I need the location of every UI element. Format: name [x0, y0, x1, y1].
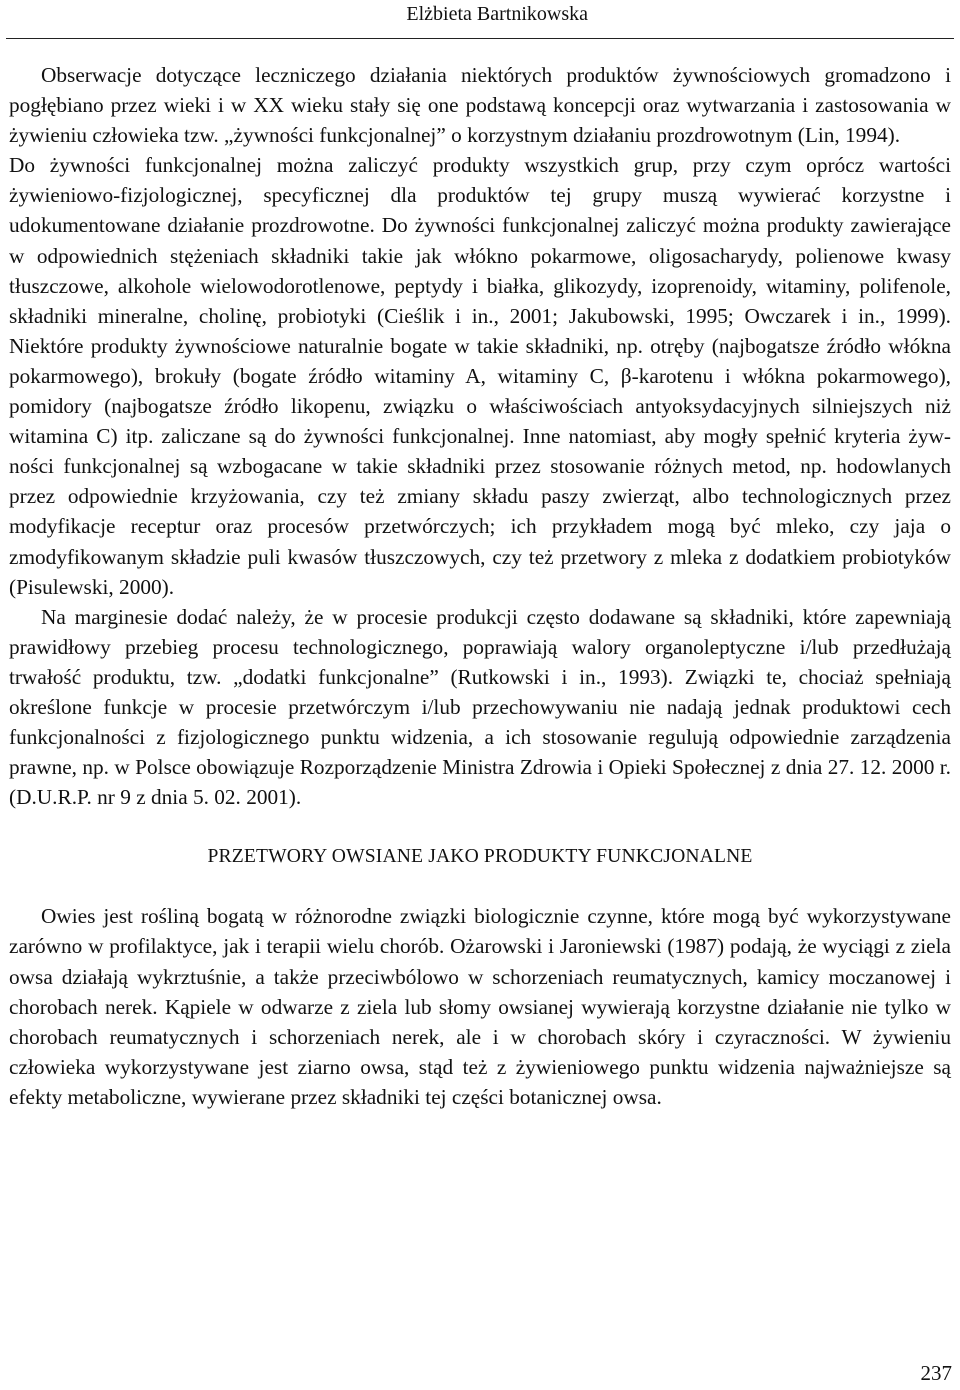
page-number: 237: [920, 1361, 952, 1385]
paragraph-intro-sentence-1: Obserwacje dotyczące leczniczego działania niektórych produktów żywnościowych gromadzono i pogłębiano przez wieki i w XX wieku stały się one podstawą koncepcji oraz wytwarzania i zastosowania w żywieniu człowieka tzw. „żywności funkcjonalnej” o korzystnym działaniu prozdrowotnym (Lin, 1994).: [9, 63, 951, 148]
paragraph-oats: Owies jest rośliną bogatą w różnorodne związki biologicznie czynne, które mogą być wykorzystywane zarówno w profilaktyce, jak i terapii wielu chorób. Ożarowski i Jaroniewski (1987) podają, że wyciągi z ziela owsa działają wykrztuśnie, a także przeciwbólowo w schorzeniach reumatycznych, kamicy moczanowej i chorobach nerek. Kąpiele w odwarze z ziela lub słomy owsianej wywierają korzystne działanie nie tylko w chorobach reumatycznych i schorzeniach nerek, ale i w chorobach skóry i czyraczności. W żywieniu człowieka wykorzystywane jest ziarno owsa, stąd też z żywieniowego punktu widzenia najważniejsze są efekty metaboliczne, wywierane przez składniki tej części botanicznej owsa.: [9, 904, 951, 1109]
running-head-author: Elżbieta Bartnikowska: [406, 3, 588, 25]
header-rule: [6, 38, 954, 39]
paragraph-functional-additives: Na marginesie dodać należy, że w procesie produkcji często dodawane są składniki, które zapewniają prawidłowy przebieg procesu technologicznego, poprawiają walory organoleptyczne i/lub przedłużają trwałość produktu, tzw. „dodatki funkcjonalne” (Rutkowski i in., 1993). Związki te, chociaż spełniają określone funkcje w procesie przetwórczym i/lub przechowywaniu nie nadają jednak produktowi cech funkcjonalności z fizjologicznego punktu widzenia, a ich stosowanie regulują odpowiednie zarządzenia prawne, np. w Polsce obowiązuje Rozporządzenie Ministra Zdrowia i Opieki Społecznej z dnia 27. 12. 2000 r. (D.U.R.P. nr 9 z dnia 5. 02. 2001).: [9, 604, 951, 810]
paragraph-intro-sentence-2: Do żywności funkcjonalnej można zaliczyć produkty wszystkich grup, przy czym oprócz wartości żywieniowo-fizjologicznej, specyficznej dla produktów tej grupy muszą wywierać korzystne i udokumentowane działanie prozdrowotne.: [9, 153, 951, 238]
paragraph-intro: [9, 60, 951, 602]
paragraph-intro-sentence-3: Do żywności funkcjonalnej zaliczyć można produkty zawierające w odpowiednich stężeniach składniki takie jak włókno pokarmowe, oligosacharydy, polienowe kwasy tłuszczowe, alkohole wielowodorotlenowe, peptydy i białka, glikozydy, izoprenoidy, witaminy, polifenole, składniki mineralne, cholinę, probiotyki (Cieślik i in., 2001; Jakubowski, 1995; Owczarek i in., 1999). Niektóre produkty żywnościowe naturalnie bogate w takie składniki, np. otręby (najbogatsze źródło włókna pokarmowego), brokuły (bogate źródło witaminy A, witaminy C, β-karotenu i włókna pokarmowego), pomidory (najbogatsze źródło likopenu, związku o właściwościach antyoksydacyjnych silniejszych niż witamina C) itp. zaliczane są do żywności funkcjonalnej. Inne natomiast, aby mogły spełnić kryteria żywności funkcjonalnej są wzbogacane w takie składniki przez stosowanie różnych metod, np. hodowlanych przez odpowiednie krzyżowania, czy też zmiany składu paszy zwierząt, albo technologicznych przez modyfikacje receptur oraz procesów przetwórczych; ich przykładem mogą być mleko, czy jaja o zmodyfikowanym składzie puli kwasów tłuszczowych, czy też przetwory z mleka z dodatkiem probiotyków (Pisulewski, 2000).: [9, 213, 951, 599]
section-heading: PRZETWORY OWSIANE JAKO PRODUKTY FUNKCJONALNE: [207, 846, 753, 868]
body-text: [9, 60, 951, 1112]
